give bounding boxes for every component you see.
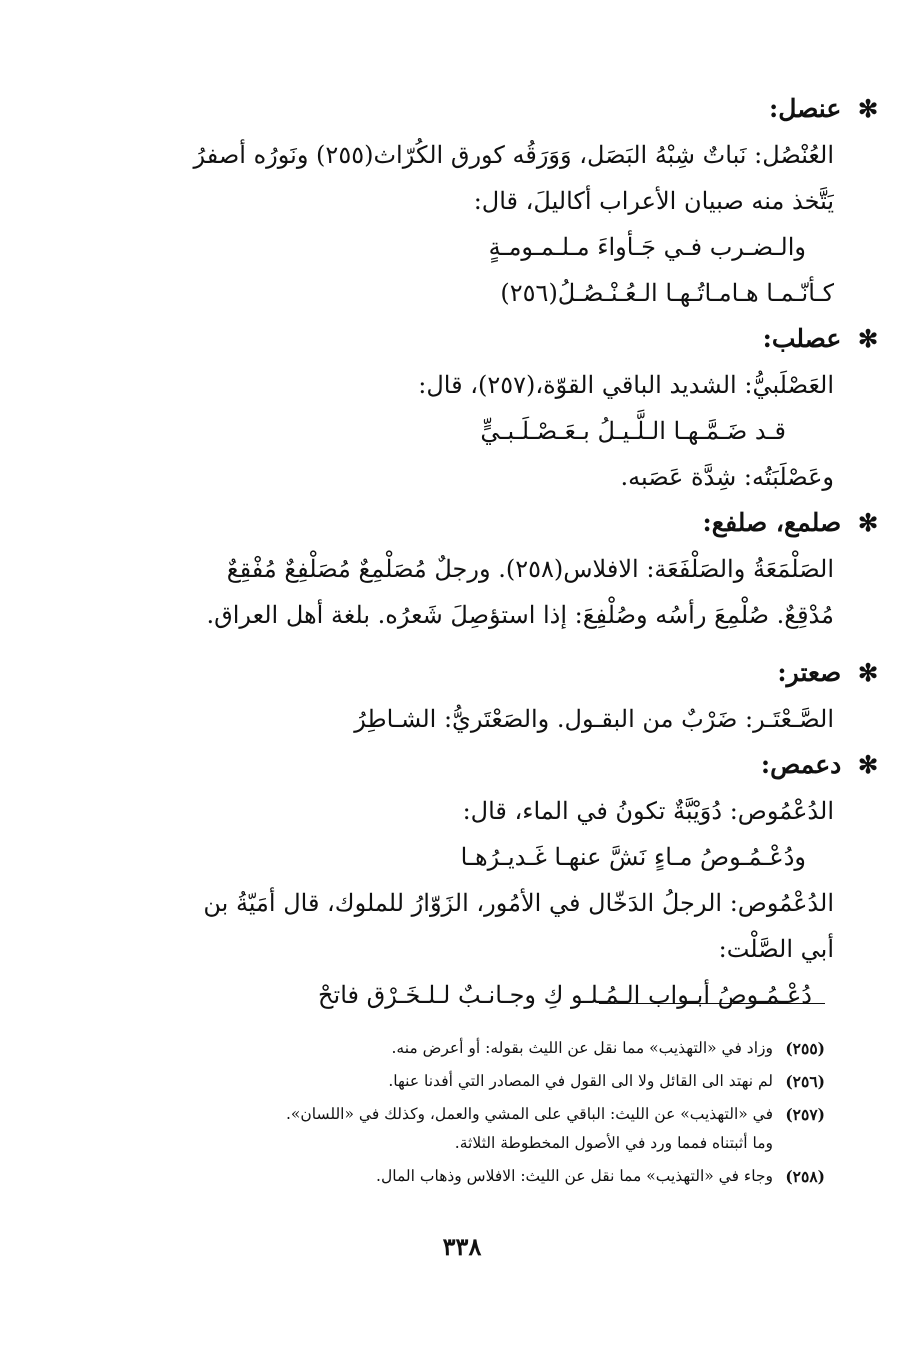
asterisk-icon: ✻ (857, 658, 879, 687)
verse-line: دُعْـمُـوصُ أبـواب الـمُـلـو كِ وجـانـبٌ لـلـخَـرْق فاتحْ (318, 981, 812, 1009)
heading-text: صلمع، صلفع: (702, 508, 842, 537)
footnote (127, 1067, 825, 1096)
footnote-text: لم نهتد الى القائل ولا الى القول في المصادر التي أفدنا عنها. (388, 1072, 773, 1090)
footnote-divider (599, 1003, 825, 1004)
footnote-text: في «التهذيب» عن الليث: الباقي على المشي والعمل، وكذلك في «اللسان». (285, 1105, 773, 1123)
asterisk-icon: ✻ (857, 324, 879, 353)
entry-heading (134, 500, 886, 546)
footnote-number: (٢٥٧) (785, 1105, 825, 1124)
text-line: الدُعْمُوص: الرجلُ الدَخّال في الأمُور، الزَوّارُ للملوك، قال أمَيّةُ بن (203, 889, 834, 917)
verse-line: والـضـرب فـي جَـأواءَ مـلـمـومـةٍ (488, 233, 806, 261)
text-line: الصَلْمَعَةُ والصَلْفَعَة: الافلاس(٢٥٨). ورجلٌ مُصَلْمِعٌ مُصَلْفِعٌ مُفْقِعٌ (226, 555, 834, 583)
asterisk-icon: ✻ (857, 94, 879, 123)
footnote-text: وزاد في «التهذيب» مما نقل عن الليث بقوله: أو أعرض منه. (391, 1039, 773, 1057)
footnote-text: وما أثبتناه فمما ورد في الأصول المخطوطة الثلاثة. (454, 1134, 773, 1152)
asterisk-icon: ✻ (857, 750, 879, 779)
footnote (127, 1100, 825, 1158)
footnote-text: وجاء في «التهذيب» مما نقل عن الليث: الافلاس وذهاب المال. (376, 1167, 773, 1185)
verse-line: ودُعْـمُـوصُ مـاءٍ نَشَّ عنهـا غَـديـرُهـا (460, 843, 806, 871)
heading-text: عنصل: (768, 94, 842, 123)
footnote (127, 1034, 825, 1063)
page-number: ٣٣٨ (442, 1232, 482, 1261)
entry-heading (134, 316, 886, 362)
footnote (127, 1162, 825, 1191)
text-line: مُدْقِعٌ. صُلْمِعَ رأسُه وصُلْفِعَ: إذا استؤصِلَ شَعرُه. بلغة أهل العراق. (206, 601, 834, 629)
text-line: الدُعْمُوص: دُوَيْبَّةٌ تكونُ في الماء، قال: (462, 797, 834, 825)
entry-heading (134, 650, 886, 696)
asterisk-icon: ✻ (857, 508, 879, 537)
text-line: يَتَّخذ منه صبيان الأعراب أكاليلَ، قال: (473, 187, 834, 215)
text-line: العَصْلَبيُّ: الشديد الباقي القوّة،(٢٥٧)، قال: (418, 371, 834, 399)
footnote-number: (٢٥٥) (785, 1039, 825, 1058)
footnotes (127, 1034, 825, 1195)
text-line: الصَّـعْتَـر: ضَرْبٌ من البقـول. والصَعْتَريُّ: الشـاطِرُ (354, 705, 834, 733)
main-text (134, 86, 879, 1018)
verse-line: قـد ضَـمَّـهـا الـلَّـيـلُ بـعَـصْـلَـبـيٍّ (480, 417, 786, 445)
heading-text: صعتر: (777, 658, 842, 687)
text-line: العُنْصُل: نَباتٌ شِبْهُ البَصَل، وَوَرَقُه كورق الكُرّاث(٢٥٥) ونَورُه أصفرُ (193, 141, 834, 169)
text-line: أبي الصَّلْت: (718, 935, 834, 963)
footnote-number: (٢٥٦) (785, 1072, 825, 1091)
text-line: وعَصْلَبَتُه: شِدَّة عَصَبه. (620, 463, 834, 491)
entry-heading (134, 742, 886, 788)
entry-heading (134, 86, 886, 132)
heading-text: عصلب: (762, 324, 842, 353)
heading-text: دعمص: (760, 750, 842, 779)
footnote-number: (٢٥٨) (785, 1167, 825, 1186)
verse-line: كـأنّـمـا هـامـاتُـهـا الـعُـنْـصُـلُ(٢٥٦) (500, 279, 834, 307)
